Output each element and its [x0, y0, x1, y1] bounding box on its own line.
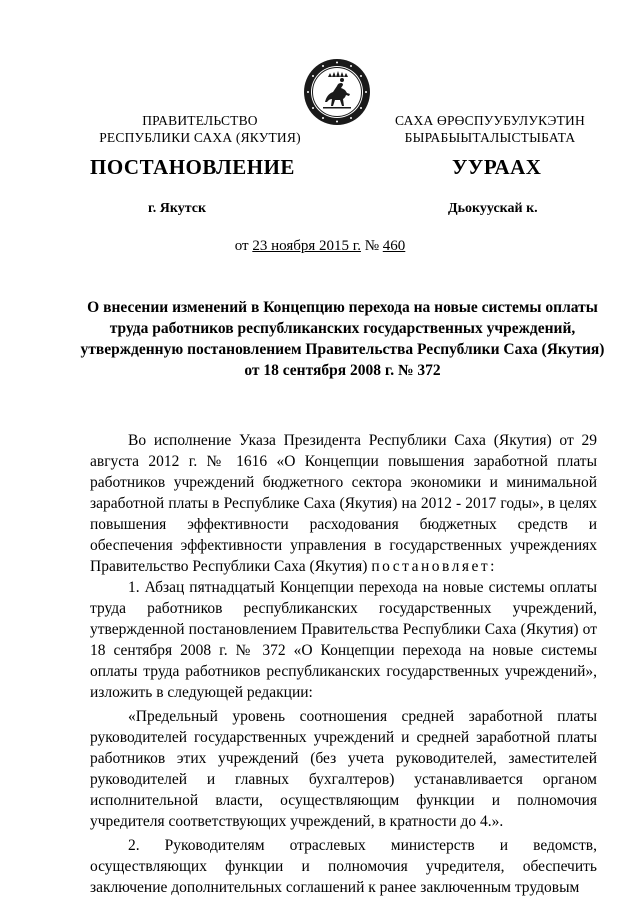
coat-of-arms-emblem: [303, 58, 371, 126]
city-yakut: Дьокуускай к.: [448, 201, 538, 216]
decree-date: 23 ноября 2015 г.: [252, 238, 361, 254]
government-name-line-2: РЕСПУБЛИКИ САХА (ЯКУТИЯ): [99, 130, 301, 145]
date-prefix: от: [234, 238, 253, 254]
decree-number: 460: [382, 238, 406, 254]
document-title: О внесении изменений в Концепцию перехода на новые системы оплаты труда работников республиканских государственных учреждений, утвержденную постановлением Правительства Республики Саха (Якутия) от 18 сентября 2008 г. № 372: [80, 299, 605, 379]
paragraph-quote: «Предельный уровень соотношения средней заработной платы руководителей государственных учреждений и средней заработной платы работников этих учреждений (без учета руководителей, заместителей руководителей и главных бухгалтеров) устанавливается органом исполнительной власти, осуществляющим функции и полномочия учредителя соответствующих учреждений, в кратности до 4.».: [90, 708, 597, 830]
government-name-yakut: [385, 112, 595, 146]
government-name-yakut-line-1: САХА ӨРӨСПУУБУЛУКЭТИН: [395, 113, 585, 128]
number-prefix: №: [360, 238, 383, 254]
city-russian: г. Якутск: [148, 201, 207, 216]
government-name-russian: [95, 112, 305, 146]
doc-type-russian: ПОСТАНОВЛЕНИЕ: [90, 155, 295, 179]
doc-type-yakut: УУРААХ: [452, 155, 542, 179]
government-name-line-1: ПРАВИТЕЛЬСТВО: [142, 113, 258, 128]
preamble-text: Во исполнение Указа Президента Республики Саха (Якутия) от 29 августа 2012 г. № 1616 «О Концепции повышения заработной платы работников учреждений бюджетного сектора экономики и минимальной заработной платы в Республике Саха (Якутия) на 2012 - 2017 годы», в целях повышения эффективности расходования бюджетных средств и обеспечения эффективности управления в государственных учреждениях Правительство Республики Саха (Якутия): [90, 432, 597, 575]
paragraph-preamble: [90, 430, 597, 577]
paragraph-item-1: 1. Абзац пятнадцатый Концепции перехода на новые системы оплаты труда работников республиканских государственных учреждений, утвержденной постановлением Правительства Республики Саха (Якутия) от 18 сентября 2008 г. № 372 «О Концепции перехода на новые системы оплаты труда работников республиканских государственных учреждений», изложить в следующей редакции:: [90, 579, 597, 701]
decree-word: постановляет:: [371, 558, 497, 575]
document-body: [90, 430, 597, 898]
paragraph-item-2: 2. Руководителям отраслевых министерств и ведомств, осуществляющих функции и полномочия учредителя, обеспечить заключение дополнительных соглашений к ранее заключенным трудовым: [90, 837, 597, 896]
government-name-yakut-line-2: БЫРАБЫЫТАЛЫСТЫБАТА: [404, 130, 576, 145]
date-number-line: [0, 238, 640, 255]
